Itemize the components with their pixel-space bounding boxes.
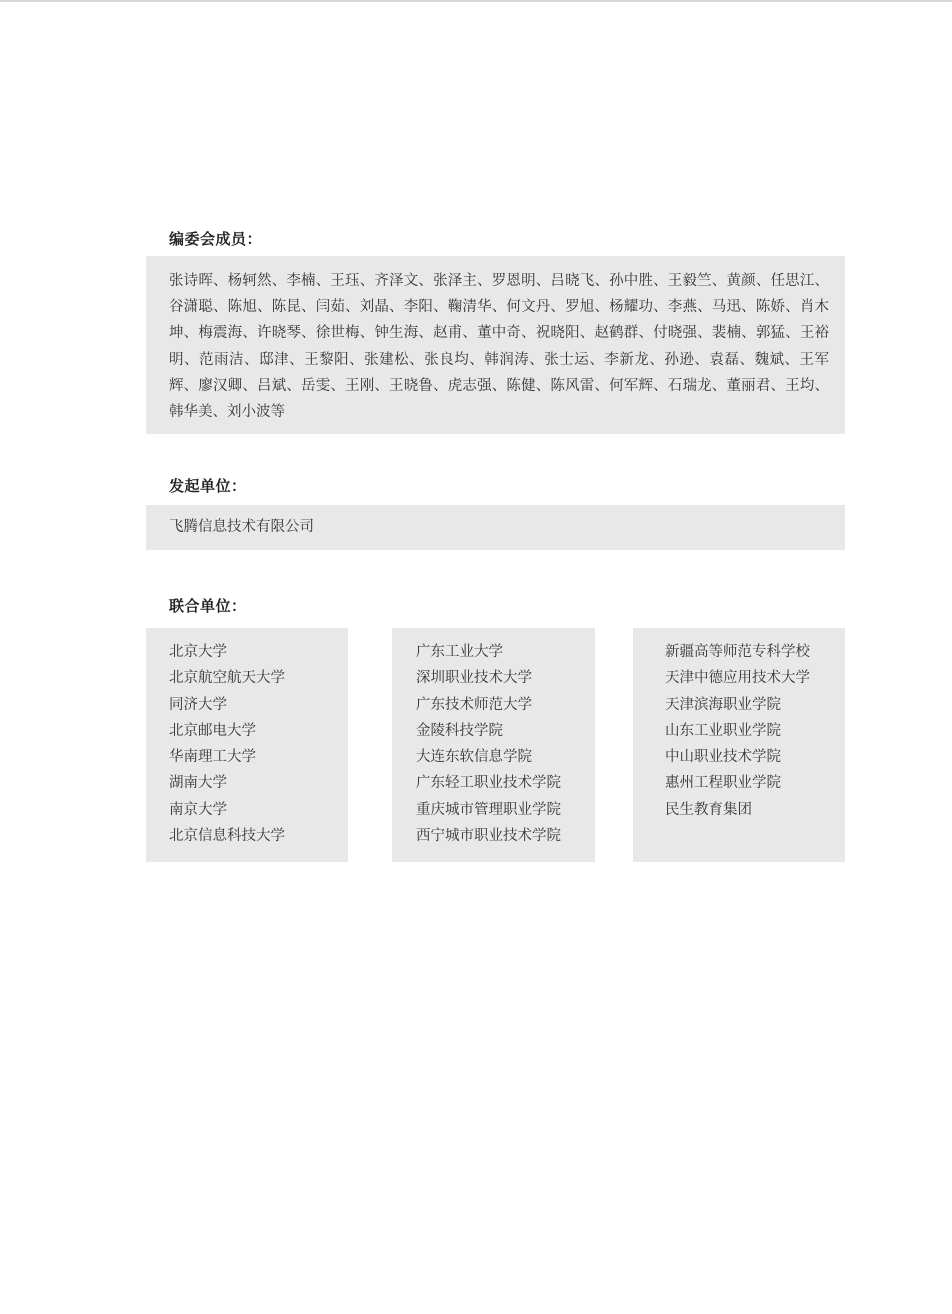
- members-list: 张诗晖、杨轲然、李楠、王珏、齐泽文、张泽主、罗恩明、吕晓飞、孙中胜、王毅竺、黄颜、任思江、谷潇聪、陈旭、陈昆、闫茹、刘晶、李阳、鞠清华、何文丹、罗旭、杨耀功、李燕、马迅、陈娇、肖木坤、梅震海、许晓琴、徐世梅、钟生海、赵甫、董中奇、祝晓阳、赵鹤群、付晓强、裴楠、郭猛、王裕明、范雨洁、邸津、王黎阳、张建松、张良均、韩润涛、张士运、李新龙、孙逊、袁磊、魏斌、王军辉、廖汉卿、吕斌、岳雯、王刚、王晓鲁、虎志强、陈健、陈风雷、何军辉、石瑞龙、董丽君、王均、韩华美、刘小波等: [169, 273, 829, 421]
- partner-item: 广东技术师范大学: [416, 696, 532, 713]
- initiator-name: 飞腾信息技术有限公司: [169, 519, 314, 535]
- partner-item: 湖南大学: [169, 775, 227, 792]
- partners-list-2: [416, 639, 561, 849]
- partner-item: 北京信息科技大学: [169, 828, 285, 845]
- partner-item: 中山职业技术学院: [665, 749, 781, 766]
- partners-list-3: [665, 639, 810, 823]
- partner-item: 深圳职业技术大学: [416, 670, 532, 687]
- members-panel: [146, 256, 845, 434]
- partner-item: 同济大学: [169, 696, 227, 713]
- top-divider: [0, 0, 952, 2]
- partners-column-2: [392, 628, 595, 862]
- members-title: 编委会成员：: [169, 230, 263, 248]
- partner-item: 大连东软信息学院: [416, 749, 532, 766]
- partners-column-1: [146, 628, 348, 862]
- partner-item: 天津中德应用技术大学: [665, 670, 810, 687]
- partner-item: 北京大学: [169, 644, 227, 660]
- partner-item: 山东工业职业学院: [665, 722, 781, 739]
- partner-item: 天津滨海职业学院: [665, 696, 781, 713]
- partner-item: 广东工业大学: [416, 644, 503, 660]
- partner-item: 西宁城市职业技术学院: [416, 828, 561, 845]
- partner-item: 北京航空航天大学: [169, 670, 285, 687]
- partner-item: 华南理工大学: [169, 749, 256, 766]
- partners-title: 联合单位：: [169, 597, 247, 615]
- partner-item: 民生教育集团: [665, 801, 752, 818]
- partners-column-3: [633, 628, 845, 862]
- partners-list-1: [169, 639, 285, 849]
- initiator-title: 发起单位：: [169, 477, 247, 495]
- partner-item: 惠州工程职业学院: [665, 775, 781, 792]
- partner-item: 北京邮电大学: [169, 722, 256, 739]
- initiator-panel: [146, 505, 845, 550]
- partner-item: 广东轻工职业技术学院: [416, 775, 561, 792]
- partner-item: 南京大学: [169, 801, 227, 818]
- partner-item: 重庆城市管理职业学院: [416, 801, 561, 818]
- partner-item: 新疆高等师范专科学校: [665, 644, 810, 660]
- partner-item: 金陵科技学院: [416, 722, 503, 739]
